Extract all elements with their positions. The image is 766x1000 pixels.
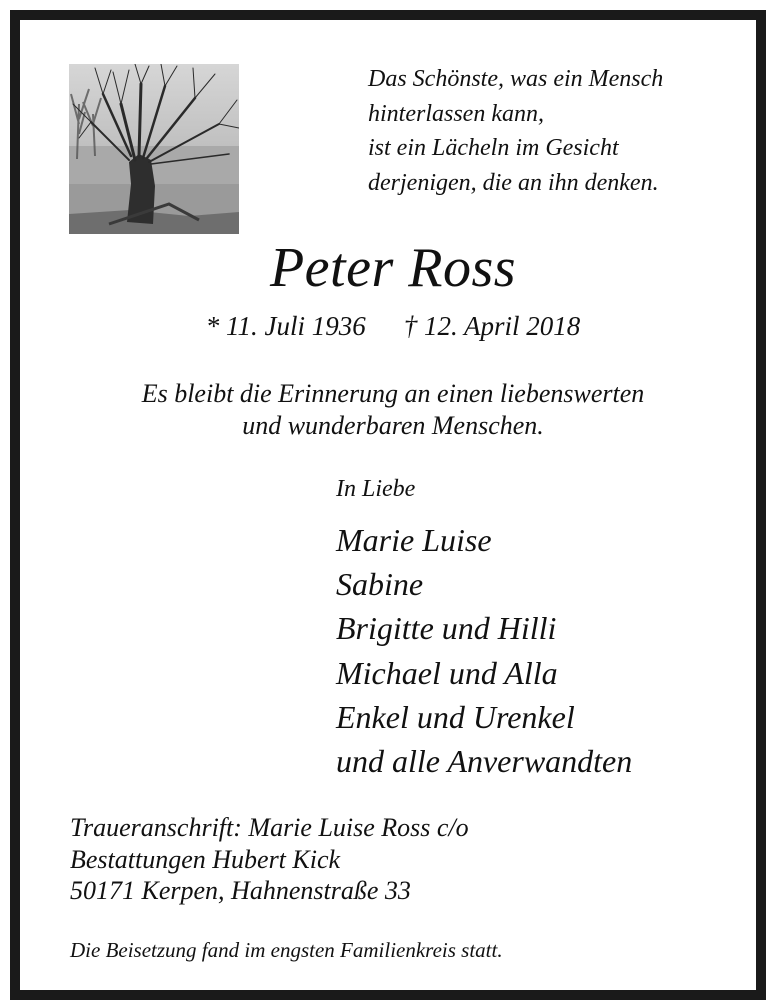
tribute-text bbox=[20, 378, 766, 442]
tribute-line: Es bleibt die Erinnerung an einen liebenswerten bbox=[141, 379, 645, 408]
willow-tree-image bbox=[69, 64, 239, 234]
mourner-name: und alle Anverwandten bbox=[336, 743, 633, 780]
quote-line: hinterlassen kann, bbox=[368, 100, 544, 127]
mourner-name: Marie Luise bbox=[336, 522, 492, 558]
mourner-name: Sabine bbox=[336, 566, 424, 603]
deceased-name: Peter Ross bbox=[269, 237, 517, 299]
death-date: † 12. April 2018 bbox=[403, 311, 581, 341]
mourners-intro: In Liebe bbox=[336, 476, 416, 502]
mourning-address bbox=[70, 812, 469, 907]
address-line: 50171 Kerpen, Hahnenstraße 33 bbox=[70, 876, 411, 905]
quote-line: Das Schönste, was ein Mensch bbox=[368, 66, 664, 92]
quote-line: derjenigen, die an ihn denken. bbox=[368, 169, 659, 196]
birth-date: * 11. Juli 1936 bbox=[205, 311, 366, 341]
mourner-name: Enkel und Urenkel bbox=[336, 698, 575, 735]
address-line: Bestattungen Hubert Kick bbox=[70, 844, 341, 874]
tribute-line: und wunderbaren Menschen. bbox=[242, 411, 544, 440]
burial-notice: Die Beisetzung fand im engsten Familienkreis statt. bbox=[70, 938, 503, 962]
mourner-name: Michael und Alla bbox=[336, 654, 558, 691]
quote-line: ist ein Lächeln im Gesicht bbox=[368, 135, 619, 161]
obituary-card bbox=[10, 10, 766, 1000]
life-dates bbox=[20, 308, 766, 344]
address-line: Traueranschrift: Marie Luise Ross c/o bbox=[70, 813, 469, 842]
tree-photo bbox=[69, 64, 239, 234]
mourner-name: Brigitte und Hilli bbox=[336, 610, 557, 647]
mourners-list bbox=[336, 518, 632, 783]
memorial-quote bbox=[368, 62, 738, 200]
